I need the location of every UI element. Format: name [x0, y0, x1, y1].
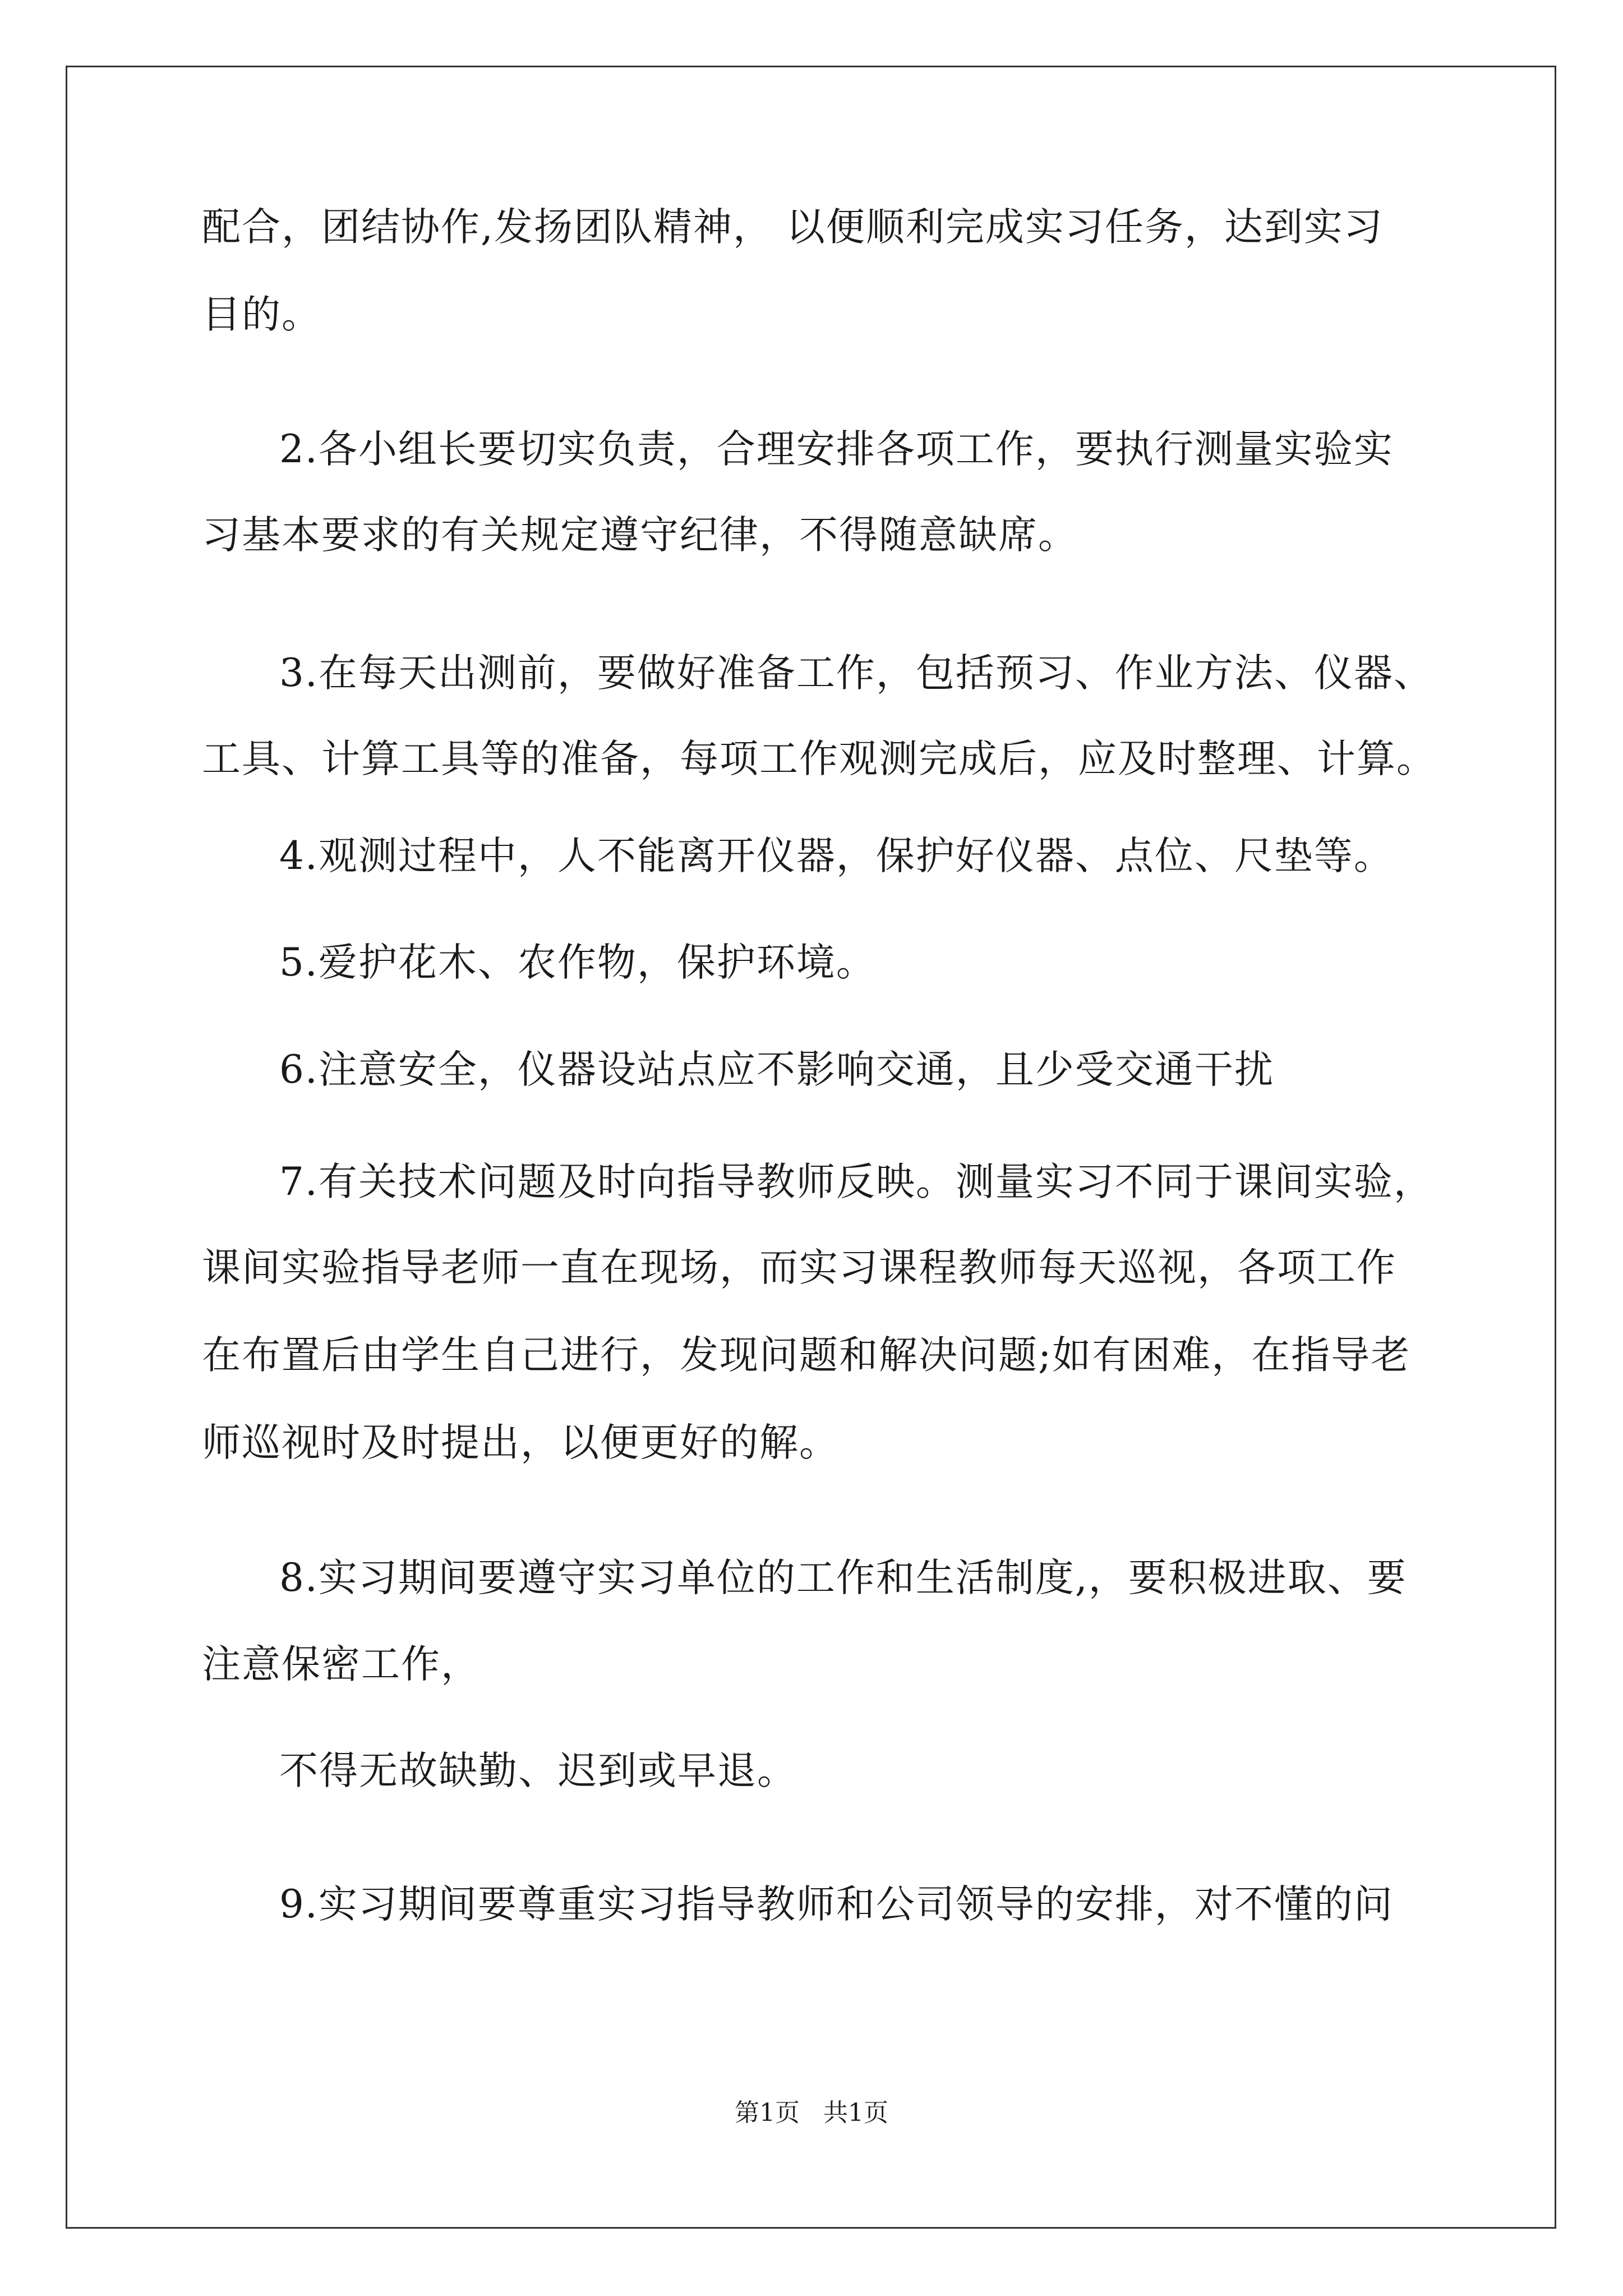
- text-line-5: 3.在每天出测前，要做好准备工作，包括预习、作业方法、仪器、: [279, 651, 1433, 696]
- text-line-15: 注意保密工作，: [202, 1642, 481, 1687]
- text-line-16: 不得无故缺勤、迟到或早退。: [279, 1749, 797, 1793]
- text-line-9: 6.注意安全，仪器设站点应不影响交通，且少受交通干扰: [279, 1047, 1274, 1092]
- text-line-8: 5.爱护花木、农作物，保护环境。: [279, 940, 876, 985]
- text-line-2: 目的。: [202, 292, 321, 337]
- text-line-17: 9.实习期间要尊重实习指导教师和公司领导的安排，对不懂的问: [279, 1882, 1394, 1927]
- text-line-12: 在布置后由学生自己进行，发现问题和解决问题;如有困难，在指导老: [202, 1333, 1411, 1378]
- text-line-4: 习基本要求的有关规定遵守纪律，不得随意缺席。: [202, 513, 1078, 558]
- text-line-10: 7.有关技术问题及时向指导教师反映。测量实习不同于课间实验，: [279, 1159, 1433, 1204]
- text-line-13: 师巡视时及时提出，以便更好的解。: [202, 1420, 839, 1465]
- text-line-6: 工具、计算工具等的准备，每项工作观测完成后，应及时整理、计算。: [202, 737, 1436, 781]
- text-line-11: 课间实验指导老师一直在现场，而实习课程教师每天巡视，各项工作: [202, 1245, 1396, 1290]
- text-line-14: 8.实习期间要遵守实习单位的工作和生活制度,，要积极进取、要: [279, 1556, 1407, 1600]
- text-line-7: 4.观测过程中，人不能离开仪器，保护好仪器、点位、尺垫等。: [279, 834, 1394, 878]
- text-line-3: 2.各小组长要切实负责，合理安排各项工作，要执行测量实验实: [279, 427, 1394, 472]
- page-footer: 第1页 共1页: [735, 2099, 888, 2127]
- text-line-1: 配合，团结协作,发扬团队精神， 以便顺利完成实习任务，达到实习: [202, 205, 1384, 250]
